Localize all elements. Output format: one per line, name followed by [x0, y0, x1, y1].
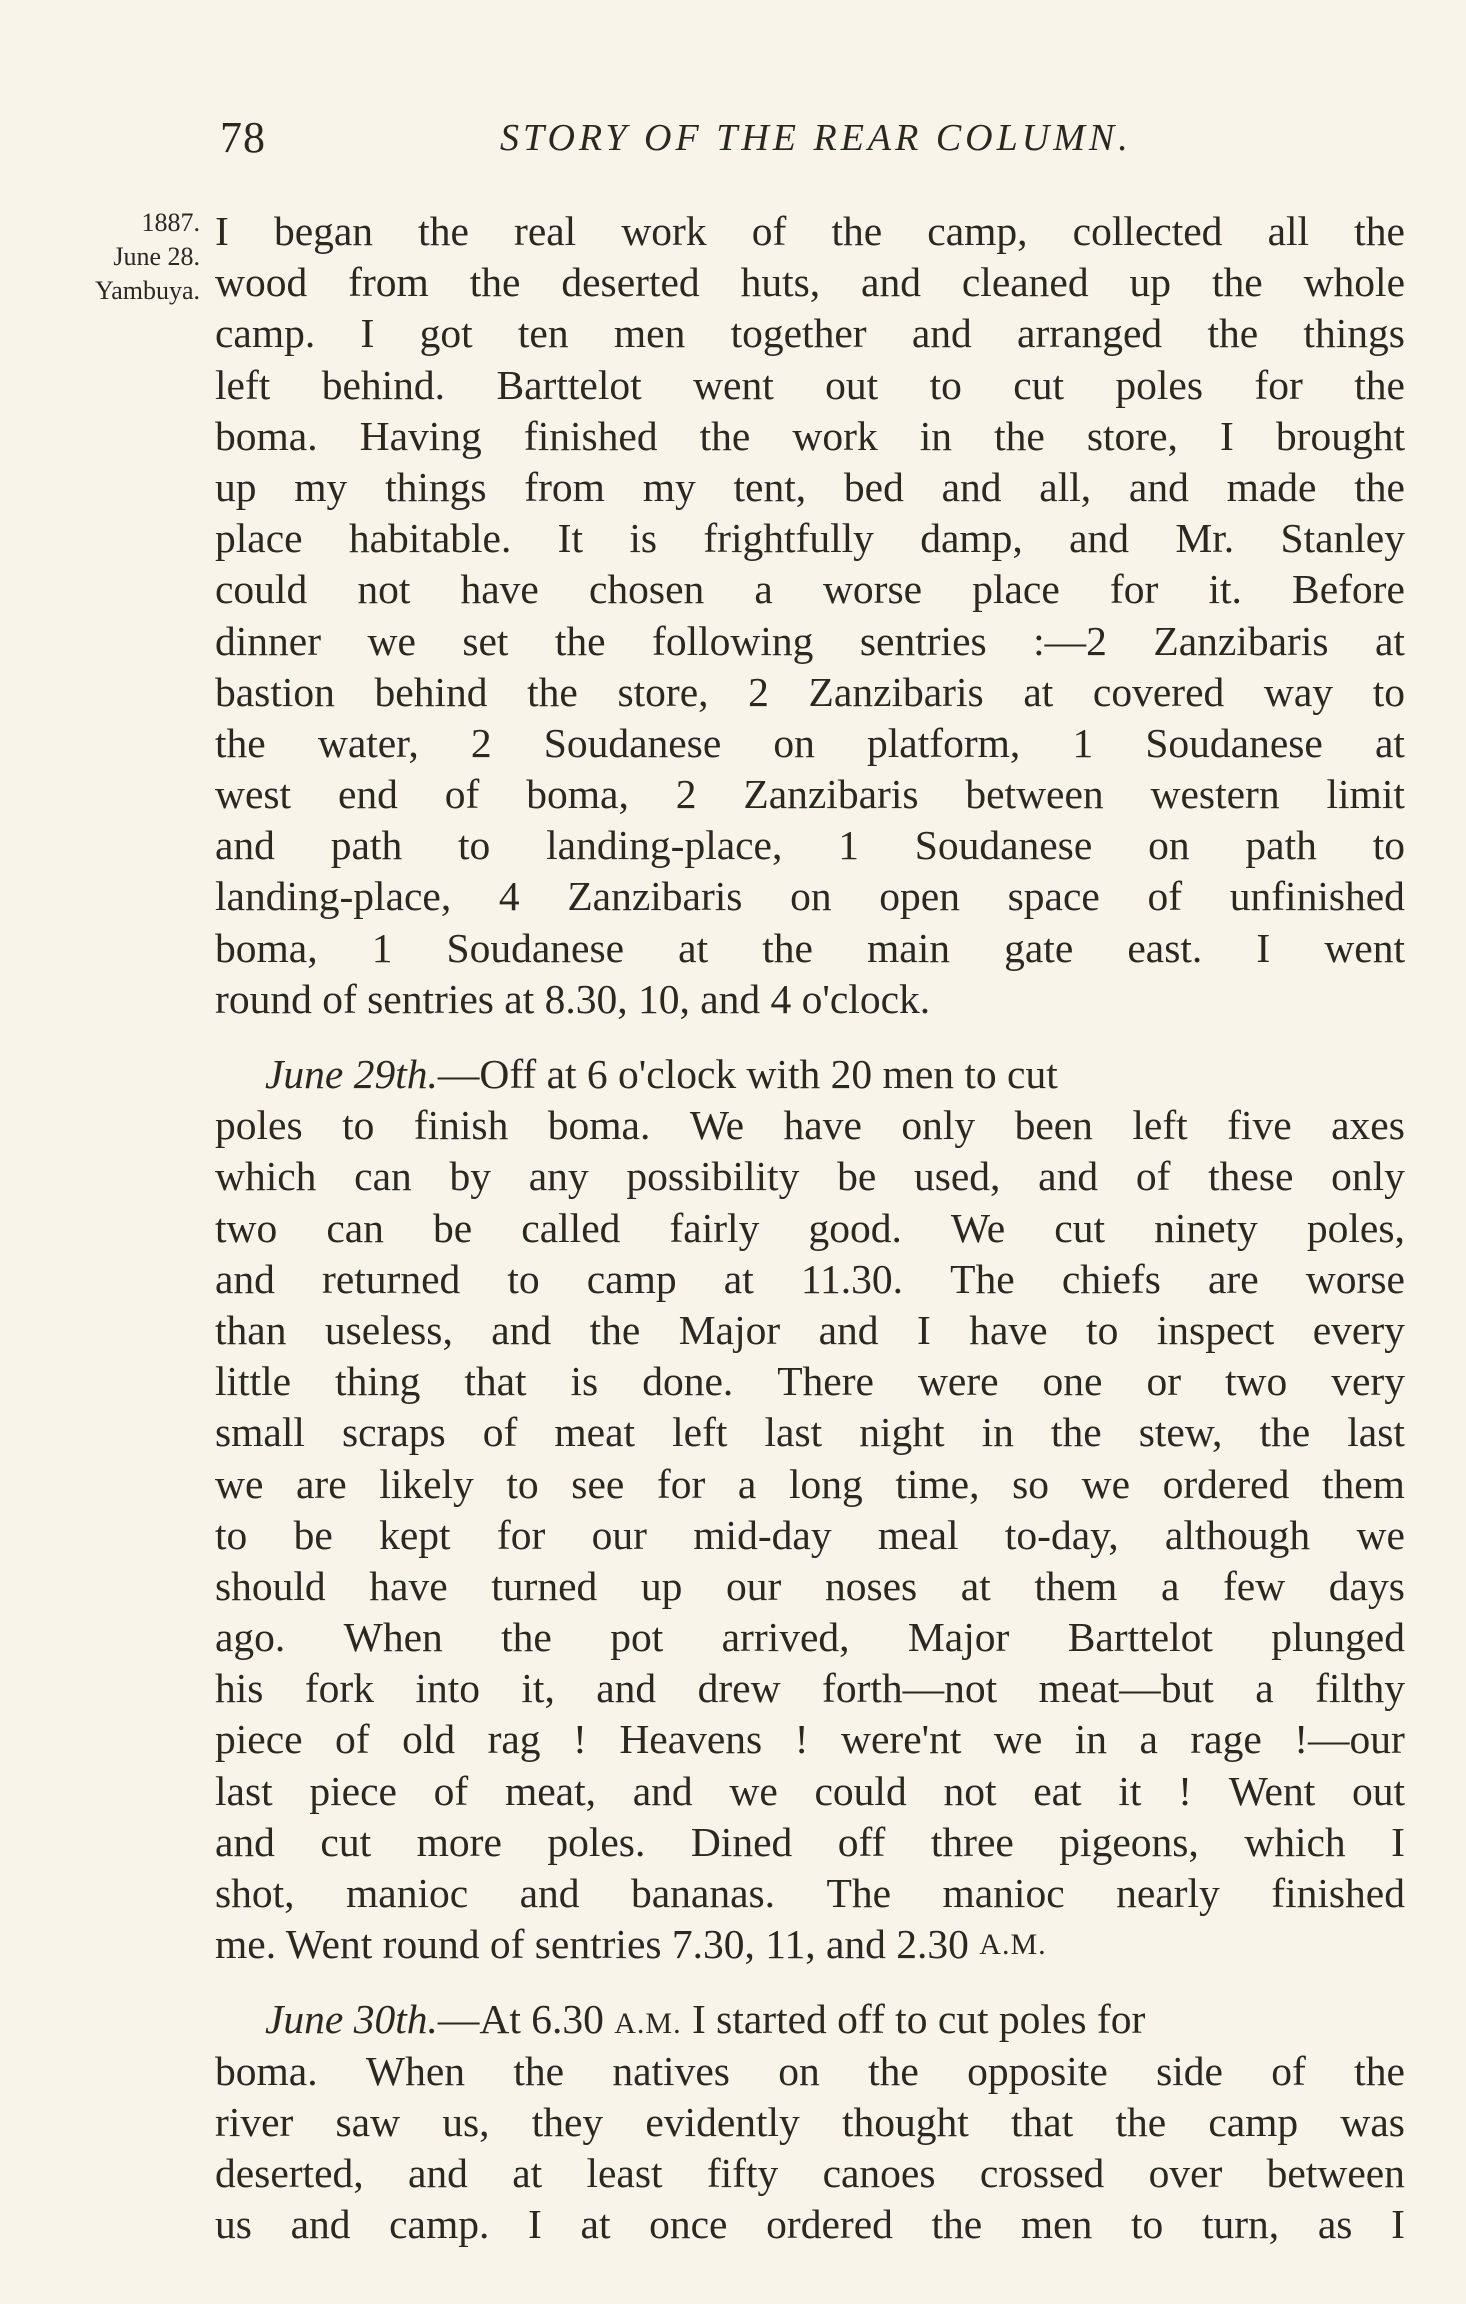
time-suffix: A.M.	[979, 1928, 1047, 1962]
paragraph-june-29	[215, 1049, 1405, 1970]
text-line: poles to finish boma. We have only been left five axes	[215, 1102, 1405, 1149]
running-title: STORY OF THE REAR COLUMN.	[500, 117, 1132, 159]
text-line: shot, manioc and bananas. The manioc nearly finished	[215, 1870, 1405, 1916]
text-line: round of sentries at 8.30, 10, and 4 o'clock.	[215, 975, 931, 1022]
text-line: ago. When the pot arrived, Major Barttelot plunged	[215, 1614, 1405, 1661]
text-line: boma. When the natives on the opposite side of the	[215, 2047, 1405, 2094]
text-fragment: —At 6.30	[437, 1996, 604, 2043]
text-line: boma, 1 Soudanese at the main gate east. I went	[215, 924, 1405, 971]
text-line: than useless, and the Major and I have to inspect every	[215, 1306, 1405, 1353]
text-line: dinner we set the following sentries :—2 Zanzibaris at	[215, 617, 1405, 664]
text-line: up my things from my tent, bed and all, and made the	[215, 463, 1405, 510]
text-line: west end of boma, 2 Zanzibaris between western limit	[215, 771, 1405, 818]
text-line: small scraps of meat left last night in the stew, the last	[215, 1409, 1405, 1456]
text-line	[215, 1049, 1405, 1100]
text-line: and cut more poles. Dined off three pigeons, which I	[215, 1818, 1405, 1865]
margin-year: 1887.	[141, 208, 200, 237]
date-label: June 29th.	[265, 1051, 438, 1097]
text-line: and path to landing-place, 1 Soudanese on path to	[215, 822, 1405, 869]
text-line: could not have chosen a worse place for it. Before	[215, 566, 1405, 613]
text-line: which can by any possibility be used, and of these only	[215, 1153, 1405, 1200]
text-line: deserted, and at least fifty canoes crossed over between	[215, 2149, 1405, 2196]
text-line: river saw us, they evidently thought that the camp was	[215, 2098, 1405, 2145]
text-line: us and camp. I at once ordered the men to turn, as I	[215, 2201, 1405, 2248]
text-line: we are likely to see for a long time, so we ordered them	[215, 1460, 1405, 1507]
text-line: and returned to camp at 11.30. The chiefs are worse	[215, 1255, 1405, 1302]
text-fragment: me. Went round of sentries 7.30, 11, and 2.30	[215, 1921, 969, 1968]
text-line: should have turned up our noses at them a few days	[215, 1562, 1405, 1609]
text-line: wood from the deserted huts, and cleaned up the whole	[215, 259, 1405, 306]
paragraph-june-28	[215, 206, 1405, 1025]
text-line	[215, 1919, 1405, 1970]
text-line: the water, 2 Soudanese on platform, 1 Soudanese at	[215, 719, 1405, 766]
text-line: left behind. Barttelot went out to cut poles for the	[215, 361, 1405, 408]
time-suffix: A.M.	[614, 2007, 682, 2041]
margin-place: Yambuya.	[95, 276, 200, 305]
text-line: piece of old rag ! Heavens ! were'nt we in a rage !—our	[215, 1716, 1405, 1763]
margin-date: June 28.	[113, 242, 200, 271]
text-line: to be kept for our mid-day meal to-day, although we	[215, 1511, 1405, 1558]
text-line: little thing that is done. There were one or two very	[215, 1358, 1405, 1405]
text-line: two can be called fairly good. We cut ninety poles,	[215, 1204, 1405, 1251]
text-line: last piece of meat, and we could not eat it ! Went out	[215, 1767, 1405, 1814]
text-line: landing-place, 4 Zanzibaris on open space of unfinished	[215, 873, 1405, 920]
page-number: 78	[220, 113, 266, 162]
body-text	[215, 206, 1405, 2250]
text-line: I began the real work of the camp, collected all the	[215, 208, 1405, 254]
margin-note	[40, 206, 200, 308]
running-head	[210, 112, 1170, 164]
text-line: his fork into it, and drew forth—not meat—but a filthy	[215, 1665, 1405, 1712]
text-line: camp. I got ten men together and arranged the things	[215, 310, 1405, 357]
text-line: bastion behind the store, 2 Zanzibaris at covered way to	[215, 668, 1405, 715]
text-line	[215, 1994, 1405, 2045]
date-label: June 30th.	[265, 1996, 438, 2043]
text-fragment: I started off to cut poles for	[691, 1996, 1146, 2043]
text-line: boma. Having finished the work in the store, I brought	[215, 412, 1405, 459]
text-fragment: —Off at 6 o'clock with 20 men to cut	[437, 1051, 1058, 1097]
text-line: place habitable. It is frightfully damp, and Mr. Stanley	[215, 515, 1405, 562]
paragraph-june-30	[215, 1994, 1405, 2250]
